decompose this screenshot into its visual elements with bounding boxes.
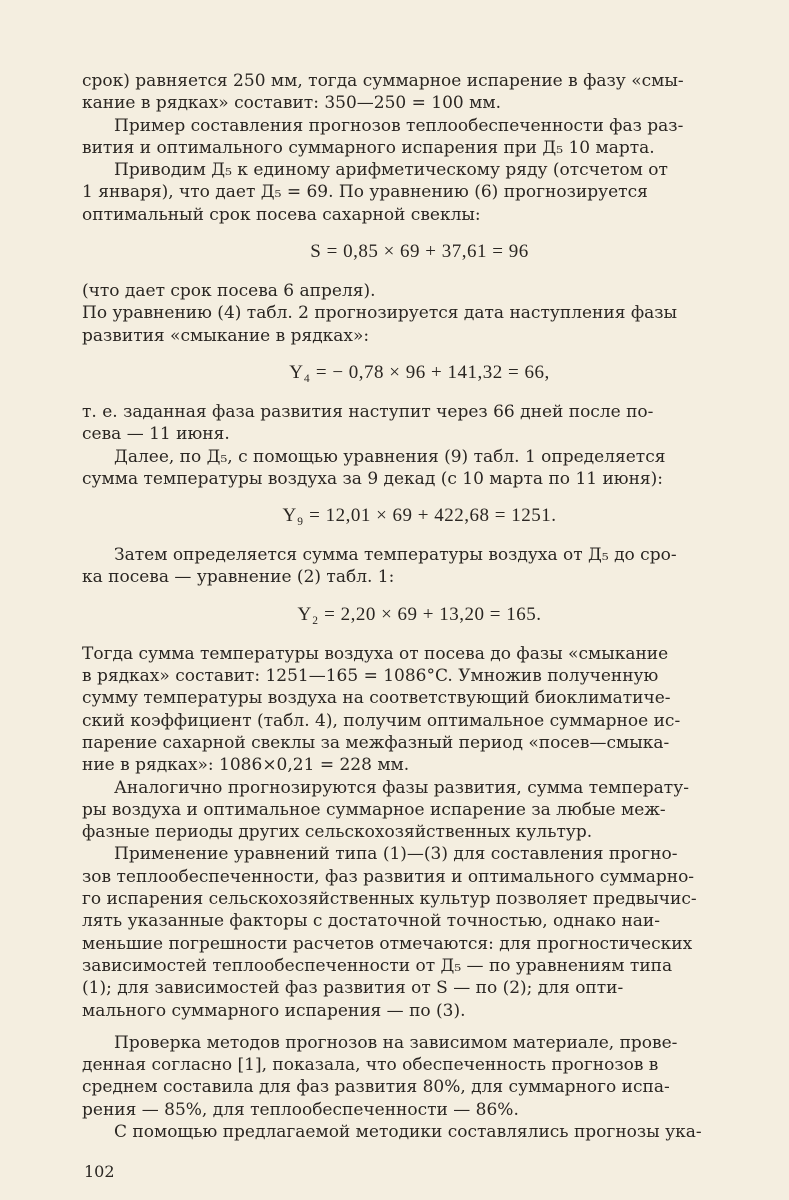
formula-sowing-date: S = 0,85 × 69 + 37,61 = 96 [310,241,529,263]
formula-y4: Y₄ = − 0,78 × 96 + 141,32 = 66, [289,361,550,383]
paragraph-temperature-sum: Далее, по Д₅, с помощью уравнения (9) табл. 1 определяется сумма температуры воздуха за 9 декад (с 10 марта по 11 июня): [82,446,666,489]
formula-y2: Y₂ = 2,20 × 69 + 13,20 = 165. [297,603,542,625]
paragraph-evaporation-calculation: Тогда сумма температуры воздуха от посева до фазы «смыкание в рядках» составит: 1251—165 = 1086°C. Умножив полученную сумму температуры воздуха на соответствующий биоклиматиче- ский коэффициент (табл. 4), получим оптимальное суммарное ис- парение сахарной свеклы за межфазный период «посев—смыка- ние в рядках»: 1086×0,21 = 228 мм. [82,643,681,776]
paragraph-equations-application: Применение уравнений типа (1)—(3) для составления прогно- зов теплообеспеченности, фаз развития и оптимального суммарно- го испарения сельскохозяйственных культур позволяет предвычис- лять указанные факторы с достаточной точностью, однако наи- меньшие погрешности расчетов отмечаются: для прогностических зависимостей теплообеспеченности от Д₅ — по уравнениям типа (1); для зависимостей фаз развития от S — по (2); для опти- мального суммарного испарения — по (3). [82,844,697,1021]
paragraph-sowing-date-result: (что дает срок посева 6 апреля). По уравнению (4) табл. 2 прогнозируется дата наступления фазы развития «смыкание в рядках»: [82,281,678,346]
formula-y9: Y₉ = 12,01 × 69 + 422,68 = 1251. [282,505,557,527]
page-number: 102 [84,1162,115,1181]
paragraph-verification: Проверка методов прогнозов на зависимом материале, прове- денная согласно [1], показала, что обеспеченность прогнозов в среднем составила для фаз развития 80%, для суммарного испа- рения — 85%, для теплообеспеченности — 86%. [82,1032,678,1120]
paragraph-example-intro: Пример составления прогнозов теплообеспеченности фаз раз- вития и оптимального суммарного испарения при Д₅ 10 марта. [82,115,684,158]
paragraph-continuation: С помощью предлагаемой методики составлялись прогнозы ука- [114,1121,702,1142]
paragraph-analogy: Аналогично прогнозируются фазы развития, сумма температу- ры воздуха и оптимальное суммарное испарение за любые меж- фазные периоды других сельскохозяйственных культур. [82,777,689,843]
paragraph-phase-date: т. е. заданная фаза развития наступит через 66 дней после по- сева — 11 июня. [82,401,654,445]
paragraph-evaporation-result: срок) равняется 250 мм, тогда суммарное испарение в фазу «смы- кание в рядках» составит: 350—250 = 100 мм. [82,71,684,114]
paragraph-temperature-to-sowing: Затем определяется сумма температуры воздуха от Д₅ до сро- ка посева — уравнение (2) табл. 1: [82,545,677,588]
paragraph-d5-reduction: Приводим Д₅ к единому арифметическому ряду (отсчетом от 1 января), что дает Д₅ = 69. По уравнению (6) прогнозируется оптимальный срок посева сахарной свеклы: [82,160,668,225]
